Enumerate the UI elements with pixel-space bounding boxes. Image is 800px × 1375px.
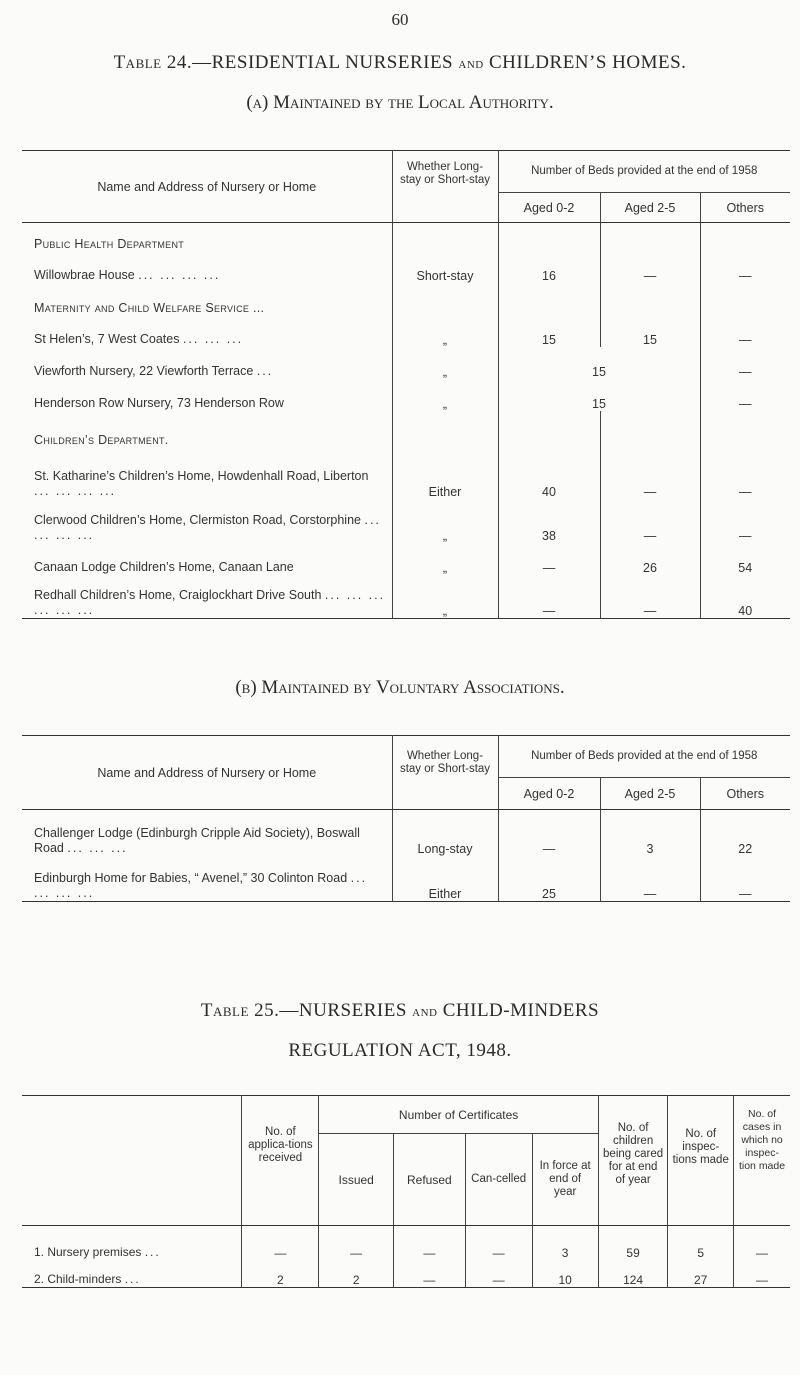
issued-cell: 2 bbox=[319, 1260, 393, 1288]
home-name: St Helen’s, 7 West Coates bbox=[34, 331, 180, 346]
table-25-body bbox=[22, 1226, 790, 1288]
page-number: 60 bbox=[391, 10, 409, 29]
aged-2-5-cell: — bbox=[600, 251, 700, 283]
stay-cell: „ bbox=[392, 499, 498, 543]
leader-dots: ... ... ... ... bbox=[34, 871, 368, 900]
stay-cell: „ bbox=[392, 575, 498, 619]
home-name: Canaan Lodge Children’s Home, Canaan Lane bbox=[34, 559, 294, 574]
aged-2-5-cell bbox=[600, 283, 700, 315]
aged-2-5-cell: — bbox=[600, 447, 700, 499]
header-no-inspection: No. of cases in which no inspec-tion made bbox=[734, 1096, 790, 1226]
table-24-label: Table 24. bbox=[113, 52, 193, 73]
section-a-title: (a) Maintained by the Local Authority. bbox=[246, 92, 554, 113]
aged-0-2-cell: 25 bbox=[498, 856, 600, 902]
stay-cell: „ bbox=[392, 379, 498, 411]
table-row bbox=[22, 379, 790, 411]
header-blank bbox=[22, 1096, 242, 1226]
others-cell: 54 bbox=[738, 560, 753, 575]
leader-dots: ... ... ... ... bbox=[34, 483, 117, 498]
home-name: Redhall Children’s Home, Craiglockhart Drive South bbox=[34, 588, 322, 602]
home-name: St. Katharine’s Children’s Home, Howdenhall Road, Liberton bbox=[34, 468, 369, 483]
header-others: Others bbox=[700, 193, 790, 223]
others-cell: — bbox=[739, 484, 752, 499]
stay-cell: Short-stay bbox=[392, 251, 498, 283]
header-refused: Refused bbox=[393, 1134, 465, 1226]
name-cell bbox=[22, 379, 392, 411]
aged-0-2-cell: — bbox=[498, 575, 600, 619]
table-25-label: Table 25. bbox=[200, 1000, 280, 1021]
section-row bbox=[22, 283, 790, 315]
table-row bbox=[22, 447, 790, 499]
home-name: Willowbrae House bbox=[34, 267, 135, 282]
others-cell: — bbox=[739, 332, 752, 347]
table-row bbox=[22, 315, 790, 347]
table-24-title-end: CHILDREN’S HOMES. bbox=[488, 52, 687, 73]
aged-0-2-cell: 40 bbox=[498, 447, 600, 499]
name-cell bbox=[22, 575, 392, 619]
header-name: Name and Address of Nursery or Home bbox=[22, 151, 392, 223]
home-name: Clerwood Children’s Home, Clermiston Road, Corstorphine bbox=[34, 512, 361, 527]
aged-2-5-cell: 15 bbox=[600, 315, 700, 347]
header-certificates: Number of Certificates bbox=[319, 1096, 598, 1134]
table-row bbox=[22, 499, 790, 543]
section-row bbox=[22, 411, 790, 447]
table-row bbox=[22, 856, 790, 902]
others-cell bbox=[700, 283, 790, 315]
aged-0-2-cell bbox=[498, 223, 600, 251]
cancelled-cell: — bbox=[465, 1260, 532, 1288]
others-cell: — bbox=[739, 528, 752, 543]
table-24-title-and: and bbox=[458, 55, 484, 72]
stay-cell: „ bbox=[392, 315, 498, 347]
home-name: Henderson Row Nursery, 73 Henderson Row bbox=[34, 395, 284, 410]
others-cell: — bbox=[700, 856, 790, 902]
name-cell bbox=[22, 347, 392, 379]
table-25 bbox=[22, 1095, 790, 1288]
issued-cell: — bbox=[319, 1226, 393, 1260]
header-stay: Whether Long-stay or Short-stay bbox=[392, 736, 498, 810]
aged-0-2-cell: 16 bbox=[498, 251, 600, 283]
leader-dots: ... ... ... ... ... ... bbox=[34, 588, 386, 617]
children-cell: 59 bbox=[598, 1226, 668, 1260]
row-label: 2. Child-minders bbox=[34, 1272, 122, 1286]
table-row bbox=[22, 347, 790, 379]
stay-cell bbox=[392, 411, 498, 447]
table-24a-body bbox=[22, 223, 790, 619]
aged-0-2-cell: — bbox=[498, 543, 600, 575]
table-24a bbox=[22, 150, 790, 619]
name-cell bbox=[22, 856, 392, 902]
stay-cell: Long-stay bbox=[392, 810, 498, 856]
others-cell: — bbox=[739, 364, 752, 379]
aged-2-5-cell: 3 bbox=[600, 810, 700, 856]
leader-dots: ... ... ... bbox=[67, 840, 128, 855]
header-issued: Issued bbox=[319, 1134, 393, 1226]
name-cell bbox=[22, 251, 392, 283]
table-24-title-main: —RESIDENTIAL NURSERIES bbox=[192, 52, 454, 73]
section-label: Public Health Department bbox=[22, 223, 392, 251]
others-cell: — bbox=[739, 396, 752, 411]
table-25-title bbox=[0, 1000, 800, 1022]
no-insp-cell: — bbox=[756, 1245, 769, 1260]
header-others: Others bbox=[700, 778, 790, 810]
stay-cell: „ bbox=[392, 347, 498, 379]
aged-0-2-cell: 15 bbox=[498, 315, 600, 347]
header-aged-2-5: Aged 2-5 bbox=[600, 193, 700, 223]
leader-dots: ... bbox=[144, 1244, 161, 1259]
inspections-cell: 27 bbox=[668, 1260, 734, 1288]
others-cell bbox=[700, 411, 790, 447]
header-in-force: In force at end of year bbox=[532, 1134, 598, 1226]
others-cell: 40 bbox=[700, 575, 790, 619]
cancelled-cell: — bbox=[465, 1226, 532, 1260]
name-cell bbox=[22, 447, 392, 499]
table-row bbox=[22, 1226, 790, 1260]
stay-cell bbox=[392, 283, 498, 315]
name-cell bbox=[22, 315, 392, 347]
home-name: Viewforth Nursery, 22 Viewforth Terrace bbox=[34, 363, 254, 378]
aged-2-5-cell: 26 bbox=[600, 543, 700, 575]
header-children: No. of children being cared for at end of year bbox=[598, 1096, 668, 1226]
row-label-cell bbox=[22, 1226, 242, 1260]
table-25-title-and: and bbox=[412, 1003, 438, 1020]
apps-cell: 2 bbox=[242, 1260, 319, 1288]
apps-cell: — bbox=[242, 1226, 319, 1260]
refused-cell: — bbox=[393, 1260, 465, 1288]
name-cell bbox=[22, 543, 392, 575]
in-force-cell: 3 bbox=[532, 1226, 598, 1260]
header-applications: No. of applica-tions received bbox=[242, 1096, 319, 1226]
section-label: Maternity and Child Welfare Service ... bbox=[22, 283, 392, 315]
table-row bbox=[22, 543, 790, 575]
header-aged-0-2: Aged 0-2 bbox=[498, 193, 600, 223]
aged-2-5-cell bbox=[600, 223, 700, 251]
stay-cell: Either bbox=[392, 447, 498, 499]
leader-dots: ... bbox=[256, 363, 274, 378]
leader-dots: ... ... ... ... bbox=[34, 512, 381, 542]
header-aged-0-2: Aged 0-2 bbox=[498, 778, 600, 810]
beds-combined-cell: 15 bbox=[498, 347, 700, 379]
table-row bbox=[22, 810, 790, 856]
header-cancelled: Can-celled bbox=[465, 1134, 532, 1226]
children-cell: 124 bbox=[598, 1260, 668, 1288]
no-insp-cell: — bbox=[734, 1260, 790, 1288]
beds-combined-cell: 15 bbox=[498, 379, 700, 411]
header-beds: Number of Beds provided at the end of 1958 bbox=[498, 151, 790, 193]
table-24b bbox=[22, 735, 790, 902]
name-cell bbox=[22, 810, 392, 856]
table-24b-body bbox=[22, 810, 790, 902]
others-cell bbox=[700, 223, 790, 251]
header-beds: Number of Beds provided at the end of 1958 bbox=[498, 736, 790, 778]
section-b-title: (b) Maintained by Voluntary Associations. bbox=[235, 677, 565, 698]
aged-0-2-cell bbox=[498, 283, 600, 315]
refused-cell: — bbox=[393, 1226, 465, 1260]
header-inspections: No. of inspec-tions made bbox=[668, 1096, 734, 1226]
section-label: Children’s Department. bbox=[22, 411, 392, 447]
aged-2-5-cell: — bbox=[600, 856, 700, 902]
table-row bbox=[22, 575, 790, 619]
table-25-title-end: CHILD-MINDERS bbox=[442, 1000, 600, 1021]
header-name: Name and Address of Nursery or Home bbox=[22, 736, 392, 810]
row-label: 1. Nursery premises bbox=[34, 1244, 142, 1259]
table-25-title-line2: REGULATION ACT, 1948. bbox=[288, 1040, 512, 1061]
aged-2-5-cell: — bbox=[600, 575, 700, 619]
row-label-cell bbox=[22, 1260, 242, 1288]
stay-cell: Either bbox=[392, 856, 498, 902]
leader-dots: ... ... ... ... bbox=[138, 267, 221, 282]
table-row bbox=[22, 1260, 790, 1288]
aged-0-2-cell bbox=[498, 411, 600, 447]
aged-0-2-cell: — bbox=[498, 810, 600, 856]
stay-cell: „ bbox=[392, 543, 498, 575]
aged-2-5-cell bbox=[600, 411, 700, 447]
home-name: Challenger Lodge (Edinburgh Cripple Aid Society), Boswall Road bbox=[34, 825, 360, 855]
table-24-title bbox=[0, 52, 800, 74]
name-cell bbox=[22, 499, 392, 543]
header-aged-2-5: Aged 2-5 bbox=[600, 778, 700, 810]
aged-2-5-cell: — bbox=[600, 499, 700, 543]
header-stay: Whether Long-stay or Short-stay bbox=[392, 151, 498, 223]
table-row bbox=[22, 251, 790, 283]
others-cell: 22 bbox=[738, 841, 753, 856]
aged-0-2-cell: 38 bbox=[498, 499, 600, 543]
section-row bbox=[22, 223, 790, 251]
leader-dots: ... ... ... bbox=[182, 331, 244, 346]
others-cell: — bbox=[739, 268, 752, 283]
home-name: Edinburgh Home for Babies, “ Avenel,” 30 Colinton Road bbox=[34, 871, 348, 885]
table-25-title-main: —NURSERIES bbox=[279, 1000, 407, 1021]
leader-dots: ... bbox=[124, 1272, 141, 1286]
in-force-cell: 10 bbox=[532, 1260, 598, 1288]
inspections-cell: 5 bbox=[668, 1226, 734, 1260]
stay-cell bbox=[392, 223, 498, 251]
